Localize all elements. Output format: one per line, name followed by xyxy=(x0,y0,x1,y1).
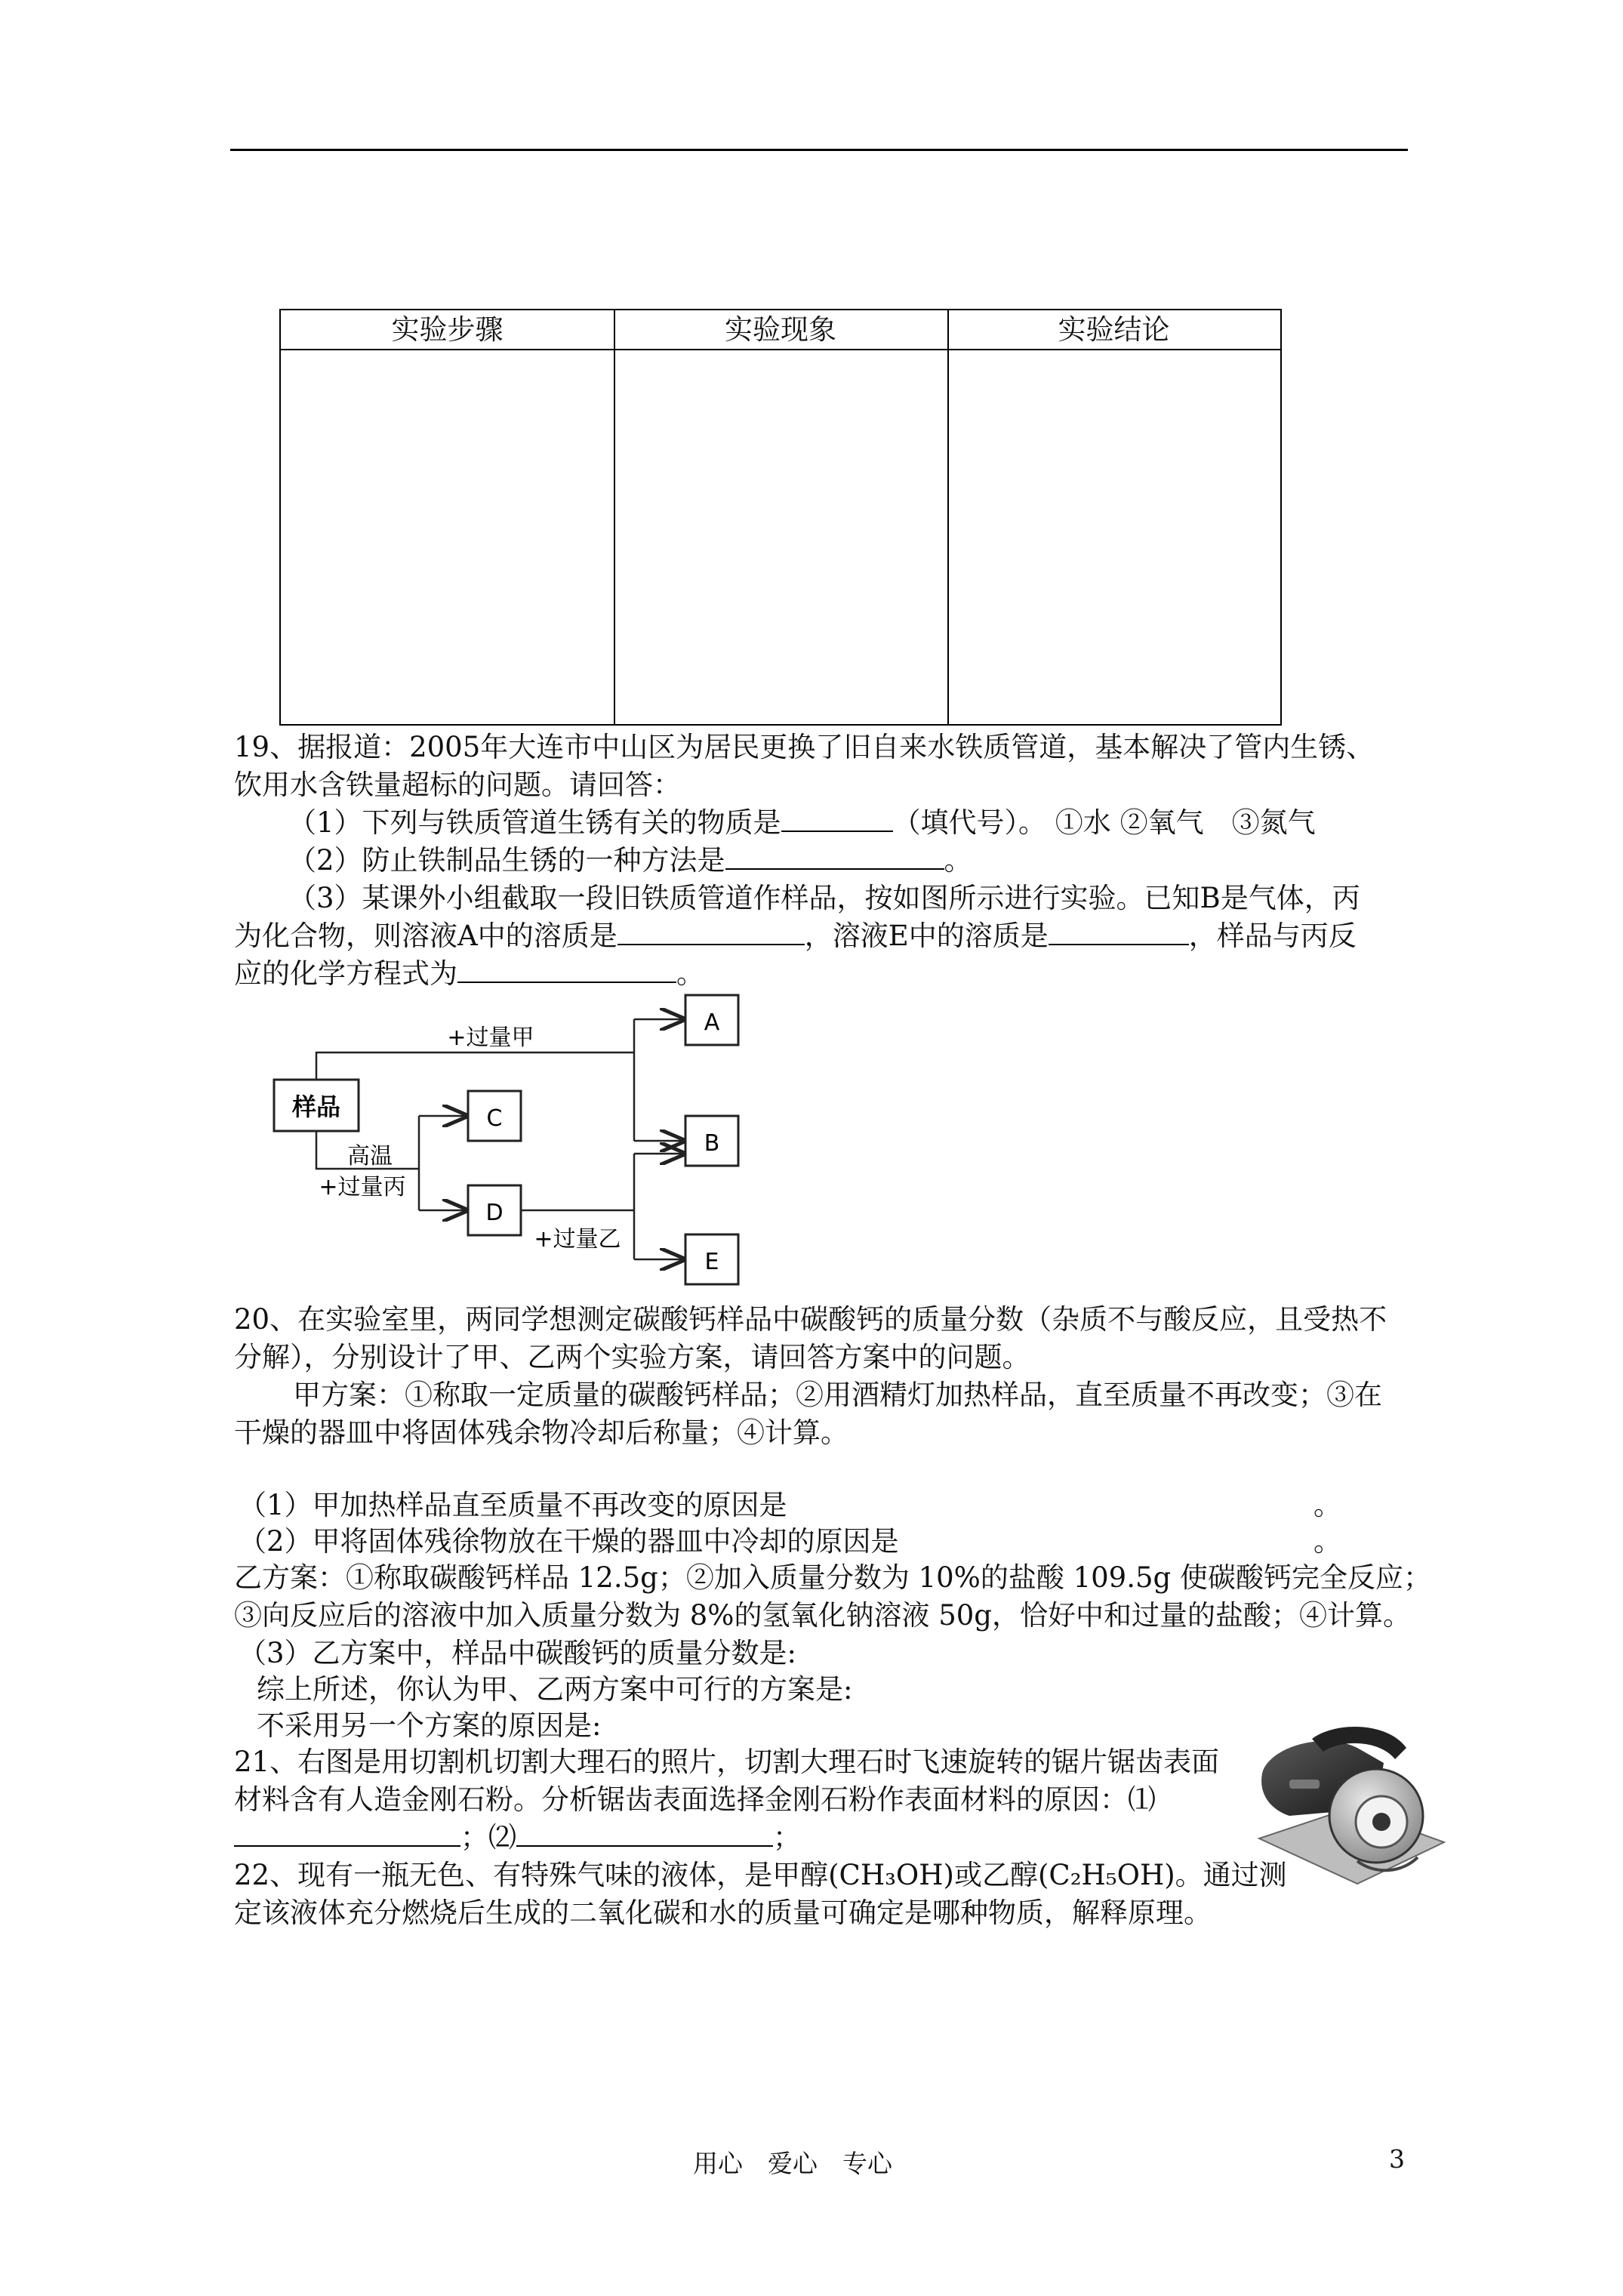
q19-part3-line2 xyxy=(234,918,1357,954)
q21-line: 材料含有人造金刚石粉。分析锯齿表面选择金刚石粉作表面材料的原因：⑴ xyxy=(234,1783,1156,1816)
flow-diagram xyxy=(257,989,755,1291)
q20-plan-yi: ③向反应后的溶液中加入质量分数为 8%的氢氧化钠溶液 50g，恰好中和过量的盐酸；④计算。 xyxy=(234,1599,1411,1632)
answer-blank[interactable] xyxy=(1049,921,1189,945)
page-number: 3 xyxy=(1389,2144,1405,2174)
punctuation: ； xyxy=(773,1821,801,1854)
q20-sub3: （3）乙方案中，样品中碳酸钙的质量分数是: xyxy=(239,1637,797,1669)
q21-answers xyxy=(234,1820,801,1856)
table-divider xyxy=(947,310,949,724)
table-header-cell: 实验步骤 xyxy=(391,313,504,346)
q19-text: ，溶液E中的溶质是 xyxy=(804,920,1049,952)
q21-line: 21、右图是用切割机切割大理石的照片，切割大理石时飞速旋转的锯片锯齿表面 xyxy=(234,1746,1220,1778)
q19-text: ，样品与丙反 xyxy=(1188,920,1357,952)
label-d: D xyxy=(485,1200,504,1226)
q19-text: 应的化学方程式为 xyxy=(234,957,457,990)
answer-blank[interactable] xyxy=(617,921,805,945)
high-temp-label: 高温 xyxy=(347,1143,393,1170)
footer-motto: 用心 爱心 专心 xyxy=(693,2149,892,2178)
q19-line: 饮用水含铁量超标的问题。请回答： xyxy=(234,769,681,801)
sample-label: 样品 xyxy=(291,1093,341,1121)
q20-line: 20、在实验室里，两同学想测定碳酸钙样品中碳酸钙的质量分数（杂质不与酸反应，且受热不 xyxy=(234,1303,1387,1336)
q20-plan-yi: 乙方案：①称取碳酸钙样品 12.5g；②加入质量分数为 10%的盐酸 109.5g 使碳酸钙完全反应； xyxy=(234,1561,1431,1594)
label-b: B xyxy=(704,1130,720,1157)
q19-part1-options: （填代号）。 ①水 ②氧气 ③氮气 xyxy=(892,806,1316,839)
q20-plan-jia: 甲方案：①称取一定质量的碳酸钙样品；②用酒精灯加热样品，直至质量不再改变；③在 xyxy=(293,1379,1382,1411)
answer-blank[interactable] xyxy=(781,808,893,832)
q20-line: 分解），分别设计了甲、乙两个实验方案，请回答方案中的问题。 xyxy=(234,1341,1030,1373)
answer-blank[interactable] xyxy=(234,1823,460,1847)
table-header-cell: 实验现象 xyxy=(725,313,836,346)
q20-plan-jia: 干燥的器皿中将固体残余物冷却后称量；④计算。 xyxy=(234,1416,848,1449)
q20-sub2: （2）甲将固体残徐物放在干燥的器皿中冷却的原因是 xyxy=(239,1525,899,1558)
punctuation: 。 xyxy=(676,957,704,990)
q19-part2 xyxy=(288,843,972,879)
q19-text: 为化合物，则溶液A中的溶质是 xyxy=(234,920,617,952)
reagent-yi-label: +过量乙 xyxy=(534,1226,621,1253)
reagent-jia-label: +过量甲 xyxy=(447,1025,534,1051)
punctuation: 。 xyxy=(1313,1525,1341,1558)
q20-summary: 综上所述，你认为甲、乙两方案中可行的方案是: xyxy=(257,1673,853,1706)
table-header-cell: 实验结论 xyxy=(1058,313,1170,346)
label-e: E xyxy=(704,1249,719,1275)
answer-blank[interactable] xyxy=(725,846,944,870)
label-c: C xyxy=(486,1105,503,1132)
q21-text: ；⑵ xyxy=(460,1821,516,1854)
q19-part2-text: （2）防止铁制品生锈的一种方法是 xyxy=(288,844,725,877)
q19-part3-line3 xyxy=(234,956,704,992)
answer-blank[interactable] xyxy=(516,1823,773,1847)
q19-line: 19、据报道：2005年大连市中山区为居民更换了旧自来水铁质管道，基本解决了管内生锈、 xyxy=(234,731,1375,763)
punctuation: 。 xyxy=(944,844,972,877)
q19-part1-text: （1）下列与铁质管道生锈有关的物质是 xyxy=(288,806,781,839)
reagent-bing-label: +过量丙 xyxy=(319,1174,406,1200)
flow-line xyxy=(316,1052,634,1080)
header-rule xyxy=(230,149,1408,151)
q22-line: 22、现有一瓶无色、有特殊气味的液体，是甲醇(CH₃OH)或乙醇(C₂H₅OH)。通过测 xyxy=(234,1859,1287,1891)
punctuation: 。 xyxy=(1313,1489,1341,1521)
q22-line: 定该液体充分燃烧后生成的二氧化碳和水的质量可确定是哪种物质，解释原理。 xyxy=(234,1897,1212,1929)
label-a: A xyxy=(704,1009,720,1036)
experiment-table xyxy=(279,309,1282,726)
table-divider xyxy=(614,310,615,724)
flow-diagram-svg xyxy=(257,989,755,1291)
q20-sub1: （1）甲加热样品直至质量不再改变的原因是 xyxy=(239,1489,787,1521)
answer-blank[interactable] xyxy=(457,959,676,983)
q20-reason: 不采用另一个方案的原因是: xyxy=(257,1709,602,1742)
q19-part1 xyxy=(288,805,1316,841)
q19-part3: （3）某课外小组截取一段旧铁质管道作样品，按如图所示进行实验。已知B是气体，丙 xyxy=(288,882,1360,914)
